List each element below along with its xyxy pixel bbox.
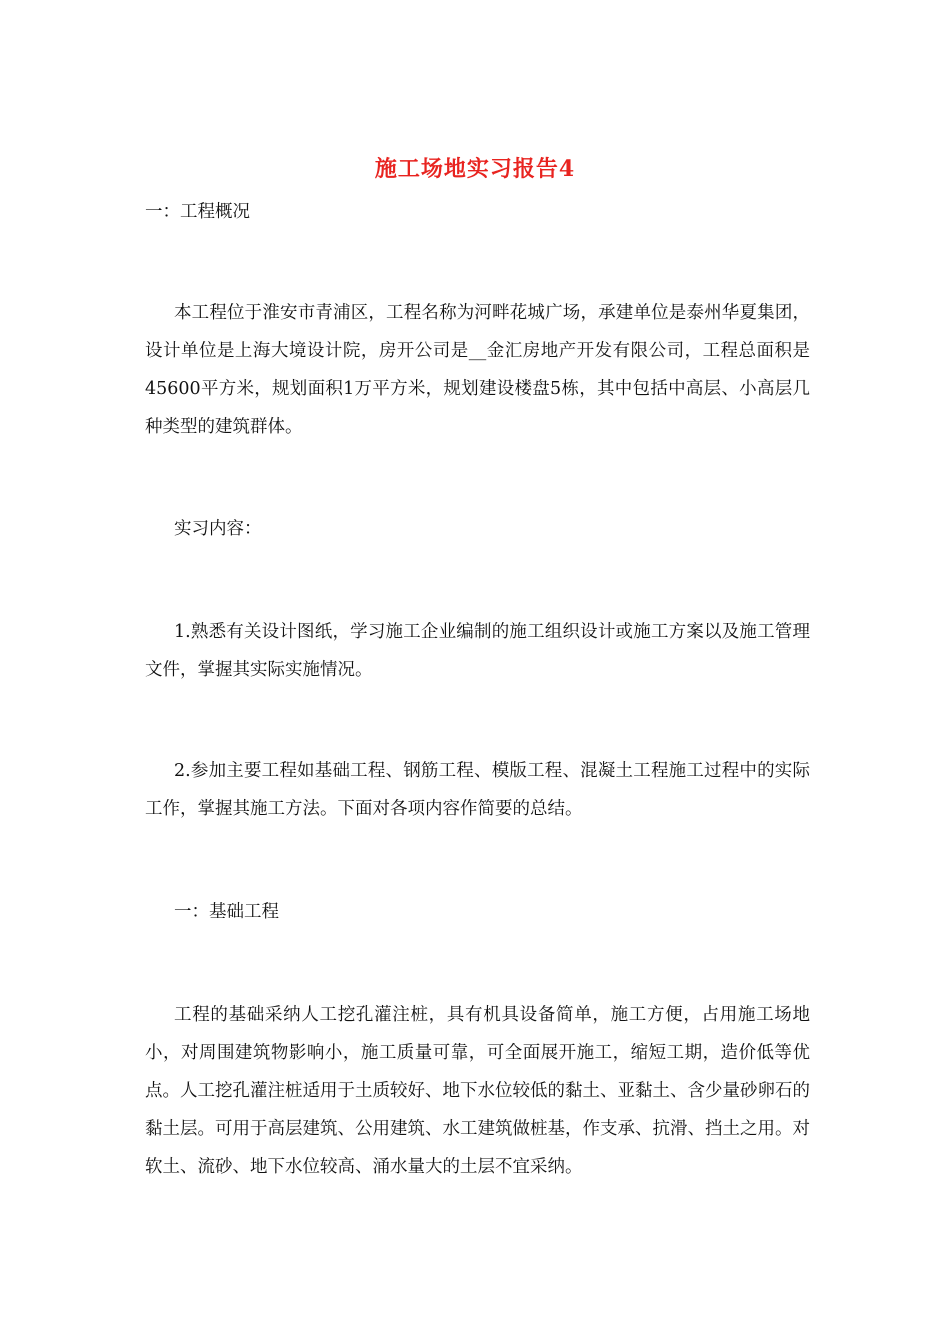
overview-paragraph: 本工程位于淮安市青浦区，工程名称为河畔花城广场，承建单位是泰州华夏集团，设计单位是上海大境设计院，房开公司是__金汇房地产开发有限公司，工程总面积是45600平方米，规划面积1万平方米，规划建设楼盘5栋，其中包括中高层、小高层几种类型的建筑群体。 <box>145 303 810 437</box>
section-heading-foundation: 一：基础工程 <box>174 902 279 922</box>
document-title: 施工场地实习报告4 <box>374 156 576 182</box>
foundation-paragraph: 工程的基础采纳人工挖孔灌注桩，具有机具设备简单，施工方便，占用施工场地小，对周围建筑物影响小，施工质量可靠，可全面展开施工，缩短工期，造价低等优点。人工挖孔灌注桩适用于土质较好、地下水位较低的黏土、亚黏土、含少量砂卵石的黏土层。可用于高层建筑、公用建筑、水工建筑做桩基，作支承、抗滑、挡土之用。对软土、流砂、地下水位较高、涌水量大的土层不宜采纳。 <box>145 1005 810 1177</box>
internship-content-heading: 实习内容： <box>174 519 262 539</box>
content-item-2: 2.参加主要工程如基础工程、钢筋工程、模版工程、混凝土工程施工过程中的实际工作，掌握其施工方法。下面对各项内容作简要的总结。 <box>145 761 810 819</box>
section-heading-overview: 一：工程概况 <box>145 202 250 222</box>
content-item-1: 1.熟悉有关设计图纸，学习施工企业编制的施工组织设计或施工方案以及施工管理文件，掌握其实际实施情况。 <box>145 622 810 680</box>
